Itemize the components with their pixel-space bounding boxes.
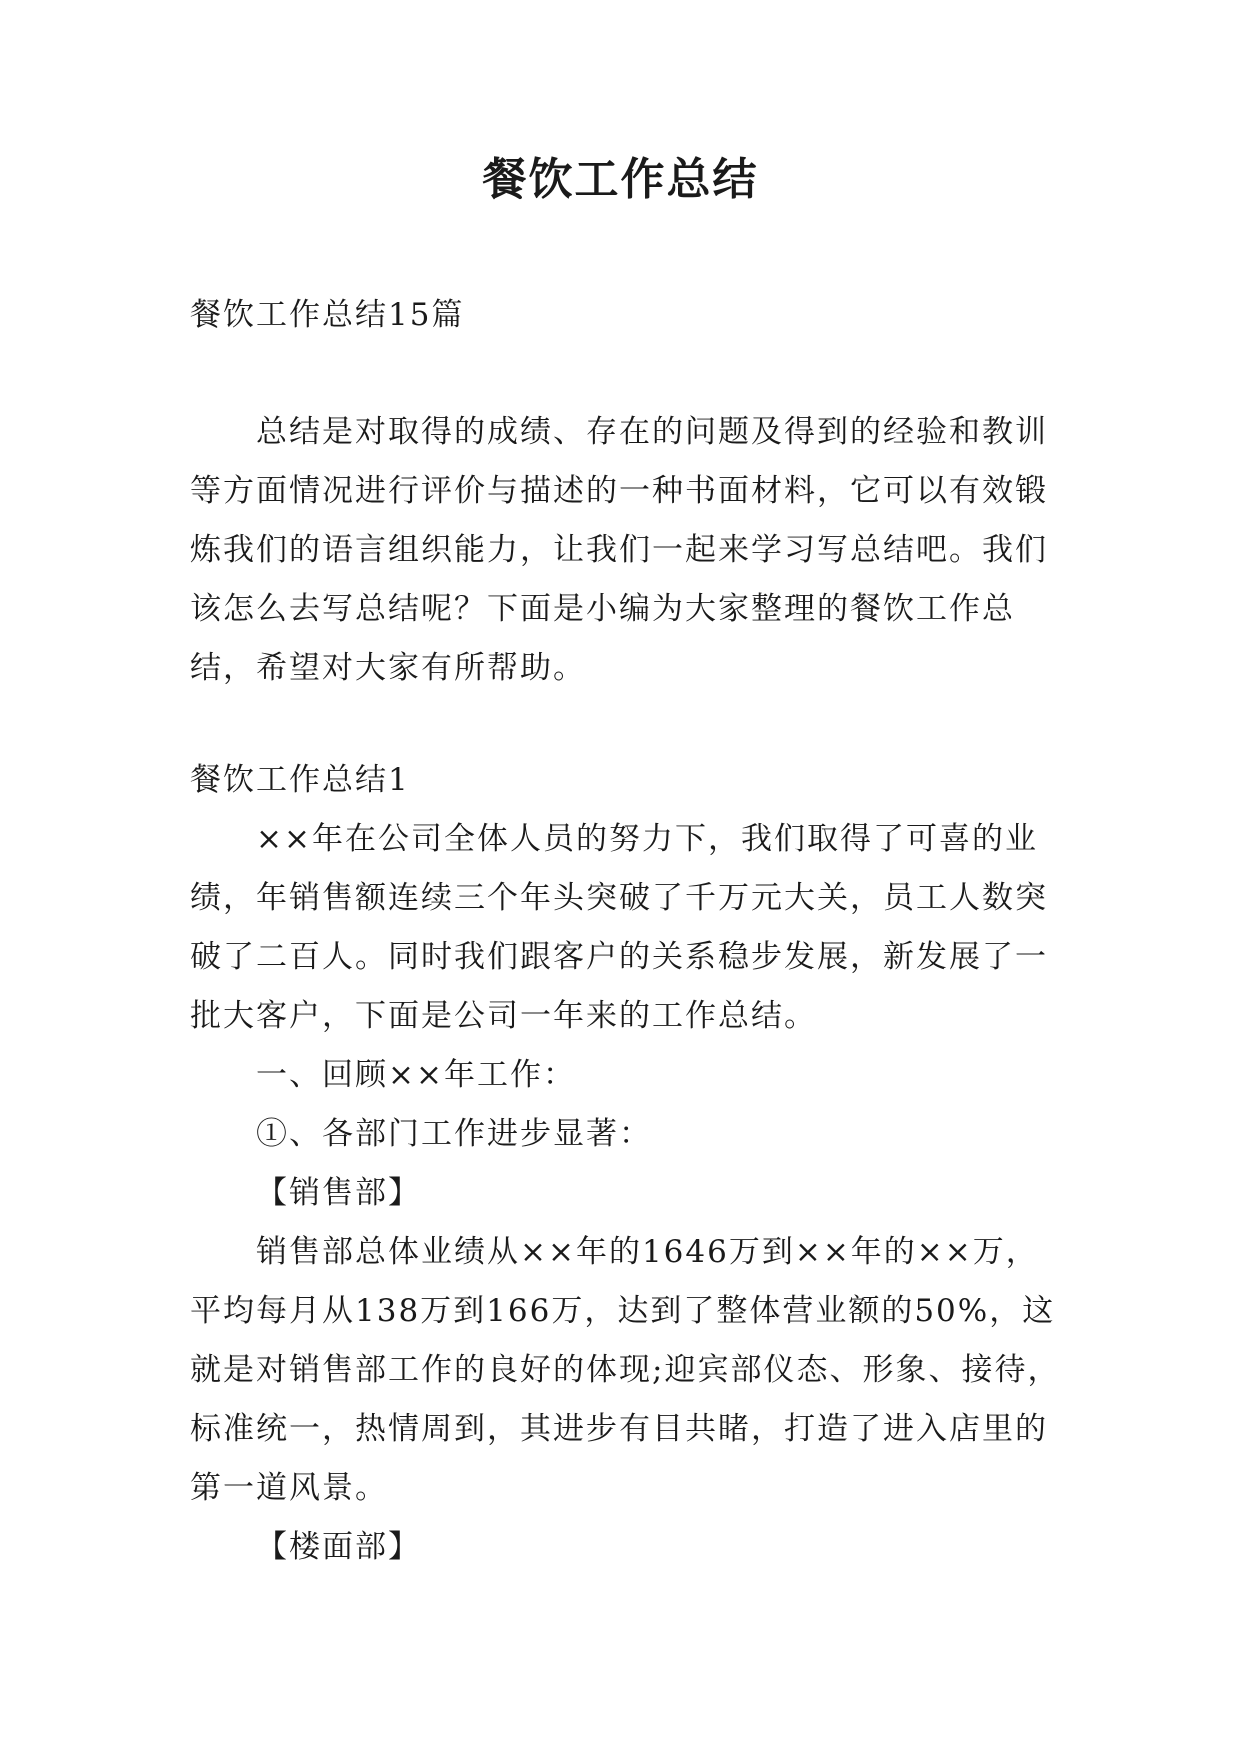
sales-dept-label: 【销售部】 bbox=[256, 1175, 421, 1211]
sales-paragraph bbox=[190, 1223, 1061, 1518]
section-heading: 餐饮工作总结1 bbox=[190, 762, 410, 798]
intro-line: 炼我们的语言组织能力，让我们一起来学习写总结吧。我们 bbox=[190, 532, 1048, 568]
document-body bbox=[190, 285, 1061, 1577]
document-title: 餐饮工作总结 bbox=[482, 154, 759, 205]
paragraph-line: 第一道风景。 bbox=[190, 1470, 388, 1506]
paragraph-line: 销售部总体业绩从××年的1646万到××年的××万， bbox=[256, 1234, 1039, 1270]
spacer bbox=[190, 345, 1052, 403]
spacer bbox=[190, 698, 1052, 751]
paragraph-line: 绩，年销售额连续三个年头突破了千万元大关，员工人数突 bbox=[190, 880, 1048, 916]
section-paragraph bbox=[190, 810, 1052, 1046]
paragraph-line: 批大客户，下面是公司一年来的工作总结。 bbox=[190, 998, 817, 1034]
intro-line: 等方面情况进行评价与描述的一种书面材料，它可以有效锻 bbox=[190, 473, 1048, 509]
intro-paragraph bbox=[190, 403, 1052, 698]
review-heading: 一、回顾××年工作： bbox=[256, 1057, 576, 1093]
intro-line: 结，希望对大家有所帮助。 bbox=[190, 650, 586, 686]
paragraph-line: ××年在公司全体人员的努力下，我们取得了可喜的业 bbox=[256, 821, 1038, 857]
document-subtitle: 餐饮工作总结15篇 bbox=[190, 297, 465, 333]
paragraph-line: 就是对销售部工作的良好的体现;迎宾部仪态、形象、接待， bbox=[190, 1352, 1061, 1388]
paragraph-line: 平均每月从138万到166万，达到了整体营业额的50%，这 bbox=[190, 1293, 1056, 1329]
floor-dept-label: 【楼面部】 bbox=[256, 1529, 421, 1565]
intro-line: 该怎么去写总结呢？下面是小编为大家整理的餐饮工作总 bbox=[190, 591, 1015, 627]
dept-progress-heading: ①、各部门工作进步显著： bbox=[256, 1116, 652, 1152]
paragraph-line: 破了二百人。同时我们跟客户的关系稳步发展，新发展了一 bbox=[190, 939, 1048, 975]
intro-line: 总结是对取得的成绩、存在的问题及得到的经验和教训 bbox=[256, 414, 1048, 450]
paragraph-line: 标准统一，热情周到，其进步有目共睹，打造了进入店里的 bbox=[190, 1411, 1048, 1447]
